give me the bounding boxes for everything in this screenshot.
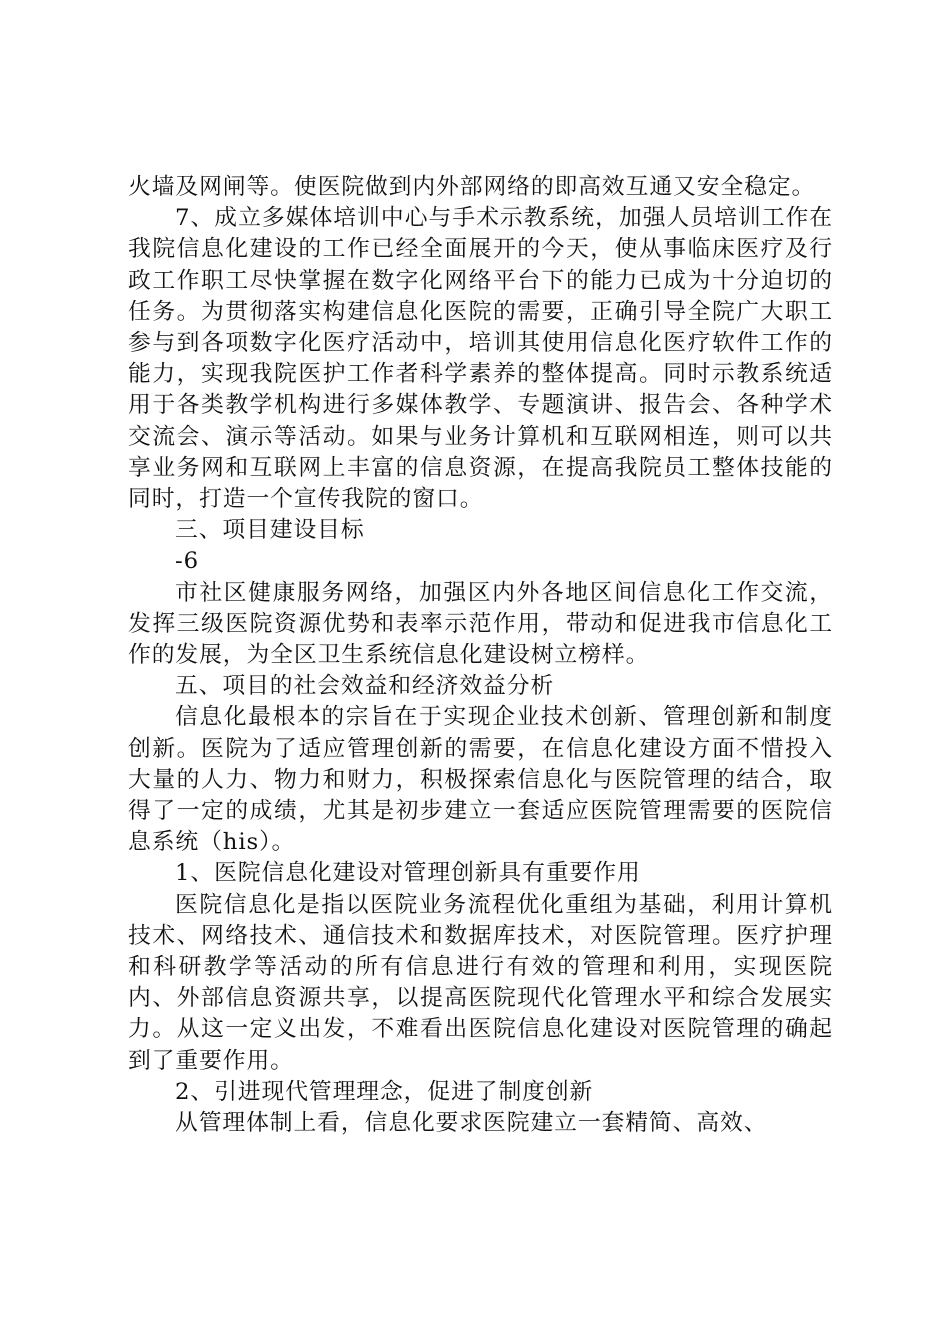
heading-benefit-analysis: 五、项目的社会效益和经济效益分析	[175, 673, 555, 700]
paragraph-firewall-continuation: 火墙及网闸等。使医院做到内外部网络的即高效互通又安全稳定。	[128, 174, 816, 200]
heading-project-goals: 三、项目建设目标	[175, 517, 365, 544]
page-fragment-marker: -6	[175, 548, 200, 575]
paragraph-hospital-informatization-definition: 医院信息化是指以医院业务流程优化重组为基础，利用计算机技术、网络技术、通信技术和数据库技术，对医院管理。医疗护理和科研教学等活动的所有信息进行有效的管理和利用，实现医院内、外部信息资源共享，以提高医院现代化管理水平和综合发展实力。从这一定义出发，不难看出医院信息化建设对医院管理的确起到了重要作用。	[128, 891, 833, 1074]
heading-institutional-innovation: 2、引进现代管理理念，促进了制度创新	[175, 1078, 594, 1105]
paragraph-informatization-purpose: 信息化最根本的宗旨在于实现企业技术创新、管理创新和制度创新。医院为了适应管理创新的需要，在信息化建设方面不惜投入大量的人力、物力和财力，积极探索信息化与医院管理的结合，取得了一定的成绩，尤其是初步建立一套适应医院管理需要的医院信息系统（his）。	[128, 704, 833, 856]
heading-management-innovation: 1、医院信息化建设对管理创新具有重要作用	[175, 860, 641, 887]
paragraph-multimedia-training: 7、成立多媒体培训中心与手术示教系统，加强人员培训工作在我院信息化建设的工作已经全面展开的今天，使从事临床医疗及行政工作职工尽快掌握在数字化网络平台下的能力已成为十分迫切的任务。为贯彻落实构建信息化医院的需要，正确引导全院广大职工参与到各项数字化医疗活动中，培训其使用信息化医疗软件工作的能力，实现我院医护工作者科学素养的整体提高。同时示教系统适用于各类教学机构进行多媒体教学、专题演讲、报告会、各种学术交流会、演示等活动。如果与业务计算机和互联网相连，则可以共享业务网和互联网上丰富的信息资源，在提高我院员工整体技能的同时，打造一个宣传我院的窗口。	[128, 205, 833, 513]
paragraph-management-system: 从管理体制上看，信息化要求医院建立一套精简、高效、	[175, 1110, 768, 1137]
document-body	[128, 172, 833, 1139]
paragraph-community-health-network: 市社区健康服务网络，加强区内外各地区间信息化工作交流，发挥三级医院资源优势和表率示范作用，带动和促进我市信息化工作的发展，为全区卫生系统信息化建设树立榜样。	[128, 579, 833, 669]
